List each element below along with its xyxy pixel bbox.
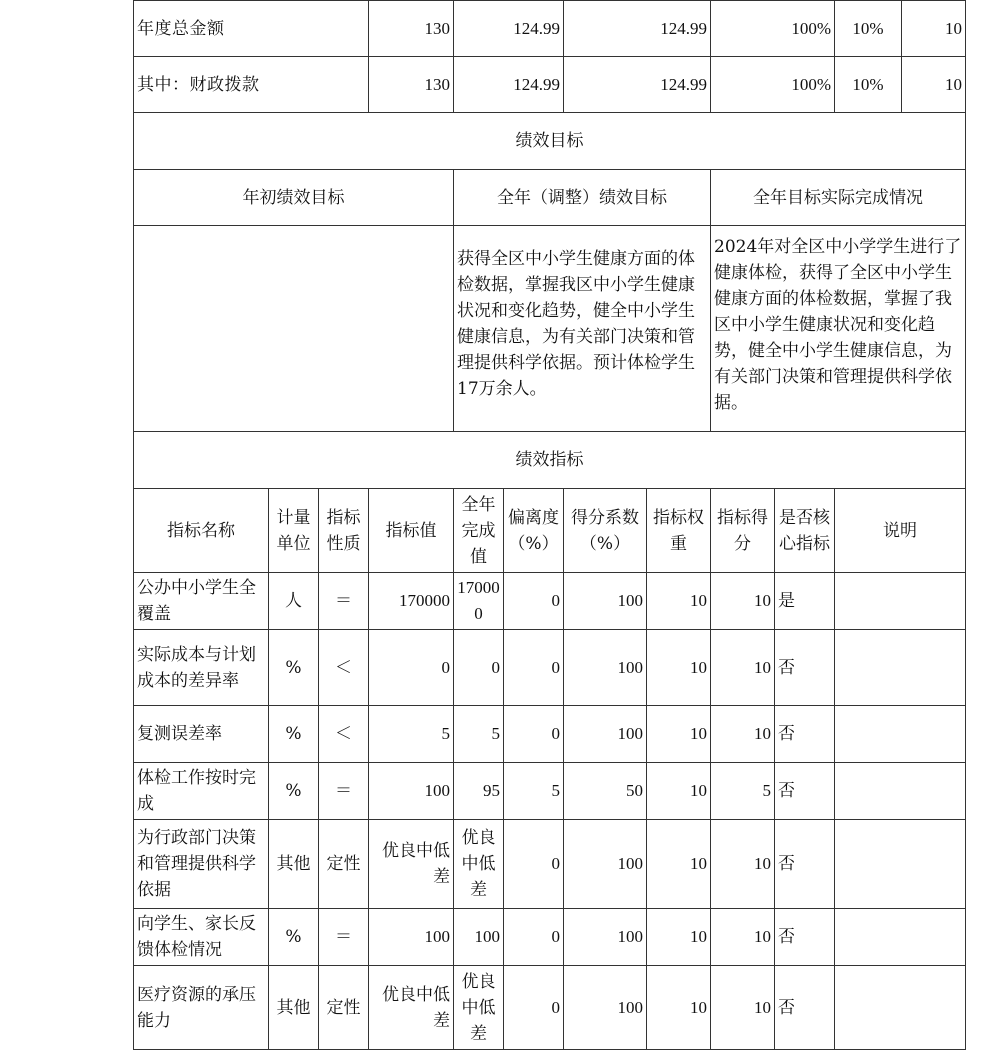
indicator-name: 向学生、家长反馈体检情况 [134,909,269,966]
actual-goal-text: 2024年对全区中小学学生进行了健康体检，获得了全区中小学生健康方面的体检数据，掌握了我区中小学生健康状况和变化趋势，健全中小学生健康信息，为有关部门决策和管理提供科学依据。 [711,226,966,432]
indicator-coef: 100 [564,966,647,1050]
indicator-name: 公办中小学生全覆盖 [134,573,269,630]
goals-content-row [134,226,966,432]
execution-rate: 100% [711,1,835,57]
indicator-weight: 10 [647,966,711,1050]
indicator-unit: % [269,706,319,763]
adjusted-budget-value: 124.99 [454,57,564,113]
indicator-core: 否 [775,630,835,706]
header-score: 指标得分 [711,489,775,573]
indicator-completed: 170000 [454,573,504,630]
initial-goal-text [134,226,454,432]
indicator-target: 100 [369,909,454,966]
indicator-target: 170000 [369,573,454,630]
indicator-target: 0 [369,630,454,706]
indicator-completed: 95 [454,763,504,820]
indicator-unit: 其他 [269,820,319,909]
initial-goal-header: 年初绩效目标 [134,170,454,226]
header-weight: 指标权重 [647,489,711,573]
goals-header-row [134,170,966,226]
indicator-coef: 100 [564,630,647,706]
indicator-weight: 10 [647,630,711,706]
indicator-weight: 10 [647,573,711,630]
header-unit: 计量单位 [269,489,319,573]
indicator-completed: 优良中低差 [454,820,504,909]
indicator-weight: 10 [647,909,711,966]
budget-label: 其中：财政拨款 [134,57,369,113]
indicator-target: 优良中低差 [369,966,454,1050]
indicator-score: 10 [711,573,775,630]
indicator-completed: 100 [454,909,504,966]
table-row [134,909,966,966]
execution-rate: 100% [711,57,835,113]
annual-budget-value: 130 [369,1,454,57]
actual-goal-header: 全年目标实际完成情况 [711,170,966,226]
indicator-name: 为行政部门决策和管理提供科学依据 [134,820,269,909]
indicator-name: 复测误差率 [134,706,269,763]
header-nature: 指标性质 [319,489,369,573]
table-row [134,820,966,909]
budget-row-fiscal [134,57,966,113]
header-completed: 全年完成值 [454,489,504,573]
indicator-score: 10 [711,630,775,706]
indicator-completed: 0 [454,630,504,706]
indicator-core: 否 [775,909,835,966]
indicator-name: 实际成本与计划成本的差异率 [134,630,269,706]
table-row [134,763,966,820]
indicator-coef: 50 [564,763,647,820]
indicator-score: 5 [711,763,775,820]
indicator-note [835,966,966,1050]
indicator-deviation: 0 [504,706,564,763]
indicator-nature: ＝ [319,763,369,820]
indicator-note [835,909,966,966]
header-deviation: 偏离度（%） [504,489,564,573]
indicator-core: 否 [775,706,835,763]
weight-value: 10% [835,1,902,57]
indicator-nature: ＝ [319,909,369,966]
header-coef: 得分系数（%） [564,489,647,573]
budget-label: 年度总金额 [134,1,369,57]
indicator-core: 是 [775,573,835,630]
actual-value: 124.99 [564,1,711,57]
header-note: 说明 [835,489,966,573]
table-row [134,630,966,706]
indicator-unit: % [269,763,319,820]
indicator-weight: 10 [647,706,711,763]
indicators-title-row [134,432,966,489]
indicator-weight: 10 [647,820,711,909]
table-row [134,966,966,1050]
indicator-nature: ＜ [319,630,369,706]
indicator-coef: 100 [564,573,647,630]
indicator-coef: 100 [564,909,647,966]
adjusted-goal-header: 全年（调整）绩效目标 [454,170,711,226]
table-row [134,573,966,630]
score-value: 10 [902,1,966,57]
indicator-deviation: 5 [504,763,564,820]
header-core: 是否核心指标 [775,489,835,573]
goals-title-row [134,113,966,170]
adjusted-budget-value: 124.99 [454,1,564,57]
score-value: 10 [902,57,966,113]
indicator-deviation: 0 [504,573,564,630]
performance-table [133,0,966,1050]
annual-budget-value: 130 [369,57,454,113]
indicator-nature: ＝ [319,573,369,630]
indicator-coef: 100 [564,820,647,909]
indicator-unit: 人 [269,573,319,630]
indicator-nature: ＜ [319,706,369,763]
indicator-target: 5 [369,706,454,763]
indicators-section-title: 绩效指标 [134,432,966,489]
indicator-note [835,630,966,706]
indicator-score: 10 [711,909,775,966]
indicator-completed: 优良中低差 [454,966,504,1050]
header-target: 指标值 [369,489,454,573]
indicator-weight: 10 [647,763,711,820]
indicator-nature: 定性 [319,820,369,909]
goals-section-title: 绩效目标 [134,113,966,170]
indicator-coef: 100 [564,706,647,763]
budget-row-total [134,1,966,57]
indicator-deviation: 0 [504,966,564,1050]
indicator-core: 否 [775,966,835,1050]
indicator-unit: % [269,909,319,966]
indicator-score: 10 [711,820,775,909]
indicator-unit: 其他 [269,966,319,1050]
indicator-deviation: 0 [504,909,564,966]
indicator-note [835,763,966,820]
indicator-name: 体检工作按时完成 [134,763,269,820]
weight-value: 10% [835,57,902,113]
header-name: 指标名称 [134,489,269,573]
indicator-completed: 5 [454,706,504,763]
indicator-deviation: 0 [504,630,564,706]
indicator-note [835,573,966,630]
indicator-score: 10 [711,706,775,763]
indicator-core: 否 [775,763,835,820]
indicator-note [835,820,966,909]
adjusted-goal-text: 获得全区中小学生健康方面的体检数据，掌握我区中小学生健康状况和变化趋势，健全中小学生健康信息，为有关部门决策和管理提供科学依据。预计体检学生17万余人。 [454,226,711,432]
indicator-target: 100 [369,763,454,820]
table-row [134,706,966,763]
indicator-nature: 定性 [319,966,369,1050]
actual-value: 124.99 [564,57,711,113]
indicators-header-row [134,489,966,573]
indicator-deviation: 0 [504,820,564,909]
indicator-note [835,706,966,763]
indicator-target: 优良中低差 [369,820,454,909]
indicator-score: 10 [711,966,775,1050]
indicator-core: 否 [775,820,835,909]
indicator-name: 医疗资源的承压能力 [134,966,269,1050]
indicator-unit: % [269,630,319,706]
